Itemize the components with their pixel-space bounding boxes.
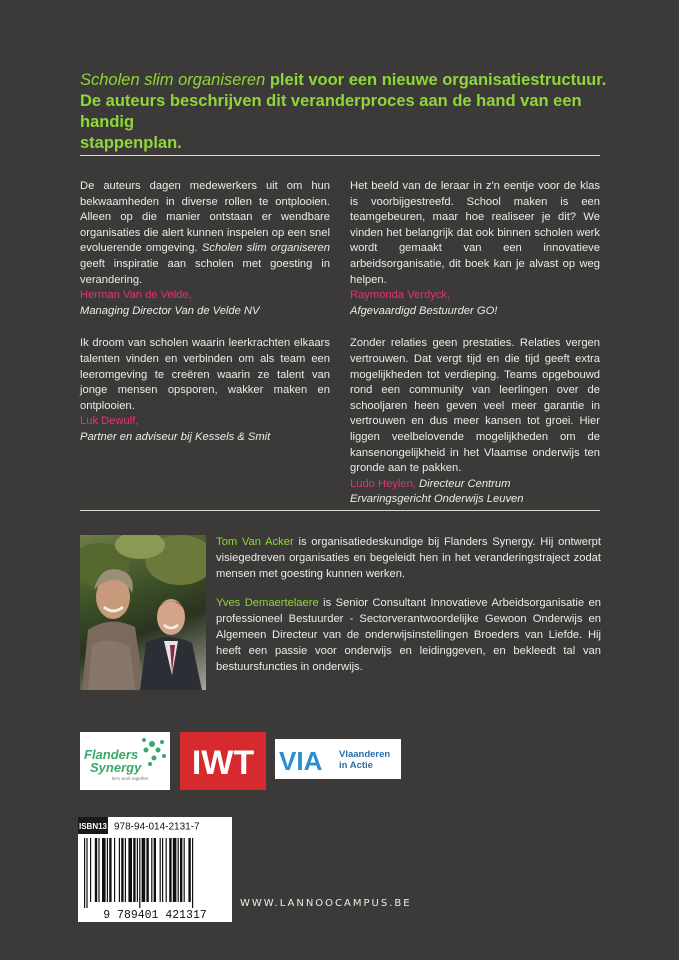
flanders-synergy-mark-icon (80, 732, 170, 790)
iwt-wordmark-icon (180, 732, 266, 790)
flanders-tagline: let's work together (112, 776, 149, 781)
quote-text-end: geeft inspiratie aan scholen met goesting in verandering. (80, 257, 330, 286)
barcode-bar (162, 838, 163, 902)
barcode-bar (192, 838, 193, 908)
barcode-bar (137, 838, 138, 902)
barcode-bar (142, 838, 146, 902)
quote-heylen (350, 336, 600, 508)
via-line2: in Actie (339, 760, 373, 771)
barcode-bar (178, 838, 179, 902)
barcode-bar (154, 838, 156, 902)
quote-text: Zonder relaties geen prestaties. Relaties vergen vertrouwen. Dat vergt tijd en die tijd geeft extra mogelijkheden tot verdieping. Teams opgebouwd rond een community van leerlingen over de schooljaren heen geven veel meer garantie in vertrouwen en dus meer kansen tot groei. Hier liggen veelbelovende mogelijkheden om de kansenongelijkheid in het Vlaamse onderwijs ten gronde aan te pakken. (350, 337, 600, 475)
quote-text: De auteurs dagen medewerkers uit om hun bekwaamheden in diverse rollen te ontplooien. Alleen op die manier ontstaan er wendbare organisaties die alert kunnen inspelen op een snel evoluerende omgeving. (80, 180, 330, 255)
intro-line3: stappenplan. (80, 134, 182, 152)
barcode-bar (151, 838, 152, 902)
book-title-italic: Scholen slim organiseren (80, 71, 266, 89)
barcode-bar (146, 838, 148, 902)
right-column (350, 179, 600, 525)
barcode-bar (90, 838, 91, 902)
intro-line2: De auteurs beschrijven dit veranderproces aan de hand van een handig (80, 92, 582, 131)
barcode-bar (86, 838, 87, 908)
barcode-bar (139, 838, 140, 908)
isbn-number: 978-94-014-2131-7 (114, 821, 200, 833)
isbn-label: ISBN13 (78, 822, 108, 831)
isbn-label-box (78, 817, 232, 834)
quote-verdyck (350, 179, 600, 319)
barcode-icon (78, 834, 232, 922)
middle-divider (80, 510, 600, 511)
iwt-logo (180, 732, 266, 790)
quote-author-role: Managing Director Van de Velde NV (80, 304, 260, 317)
quote-author: Ludo Heylen, (350, 477, 416, 490)
quote-dewulf (80, 336, 330, 445)
vlaanderen-in-actie-logo (275, 739, 401, 779)
via-mark-icon (275, 739, 401, 779)
quote-author-role-cont: Ervaringsgericht Onderwijs Leuven (350, 493, 524, 506)
synergy-text: Synergy (90, 760, 142, 775)
barcode-bar (169, 838, 171, 902)
quote-author-role: Afgevaardigd Bestuurder GO! (350, 304, 498, 317)
barcode-bar (133, 838, 135, 902)
publisher-website: WWW.LANNOOCAMPUS.BE (240, 898, 412, 909)
barcode-bar (102, 838, 106, 902)
bio-yves (216, 596, 601, 675)
quote-author-role: Directeur Centrum (415, 477, 511, 490)
author-bios (216, 535, 601, 689)
barcode-bar (121, 838, 123, 902)
quote-author: Raymonda Verdyck, (350, 289, 451, 302)
barcode-bar (98, 838, 99, 902)
barcode-bar (128, 838, 132, 902)
authors-photo-illustration (80, 535, 206, 690)
quote-author: Luk Dewulf, (80, 415, 139, 428)
quote-text: Ik droom van scholen waarin leerkrachten elkaars talenten vinden en verbinden om als team een leeromgeving te creëren waarin ze talent van jonge mensen opsporen, wakker maken en ontplooien. (80, 337, 330, 412)
barcode-bar (114, 838, 115, 902)
intro-line1-rest: pleit voor een nieuwe organisatiestructuur. (265, 71, 607, 89)
barcode-bar (125, 838, 126, 902)
barcode-bar (188, 838, 190, 902)
flanders-text: Flanders (84, 747, 139, 762)
barcode-bar (84, 838, 85, 908)
quote-title-italic: Scholen slim organiseren (201, 242, 330, 255)
quote-author: Herman Van de Velde, (80, 289, 192, 302)
bio-name: Yves Demaertelaere (216, 597, 319, 610)
barcode-bar (107, 838, 108, 902)
barcode-bar (95, 838, 97, 902)
quote-text: Het beeld van de leraar in z'n eentje voor de klas is voorbijgestreefd. School maken is een teamgebeuren, maar hoe realiseer je dit? We vinden het belangrijk dat ook binnen scholen werk wordt gemaakt van een innovatieve arbeidsorganisatie, dit boek kan je alvast op weg helpen. (350, 180, 600, 286)
barcode-bar (184, 838, 185, 902)
barcode-bar (166, 838, 167, 902)
barcode-digits: 9 789401 421317 (103, 909, 207, 922)
left-column (80, 179, 330, 463)
barcode (78, 834, 232, 922)
bio-text: is Senior Consultant Innovatieve Arbeidsorganisatie en professioneel Bestuurder - Sectorverantwoordelijke Gewoon Onderwijs en Algemeen Directeur van de onderwijsinstellingen Broeders van Liefde. Hij heeft een passie voor onderwijs en leidinggeven, en bekleedt tal van bestuursfuncties in onderwijs. (216, 597, 602, 673)
quote-van-de-velde (80, 179, 330, 319)
iwt-text: IWT (191, 744, 255, 782)
intro-text (80, 70, 620, 154)
via-line1: Vlaanderen (339, 749, 391, 760)
bio-tom (216, 535, 601, 582)
barcode-bar (119, 838, 120, 902)
barcode-bar (180, 838, 182, 902)
top-divider (80, 155, 600, 156)
barcode-bar (160, 838, 161, 902)
flanders-synergy-logo (80, 732, 170, 790)
authors-photo (80, 535, 206, 690)
via-text: VIA (279, 746, 323, 776)
barcode-bar (173, 838, 177, 902)
isbn-header (78, 817, 232, 834)
bio-name: Tom Van Acker (216, 536, 294, 548)
barcode-bar (109, 838, 111, 902)
quote-author-role: Partner en adviseur bij Kessels & Smit (80, 430, 271, 443)
bio-text: is organisatiedeskundige bij Flanders Synergy. Hij ontwerpt visiegedreven organisaties en begeleidt hen in het veranderingstraject zodat mensen met goesting kunnen werken. (216, 536, 602, 580)
